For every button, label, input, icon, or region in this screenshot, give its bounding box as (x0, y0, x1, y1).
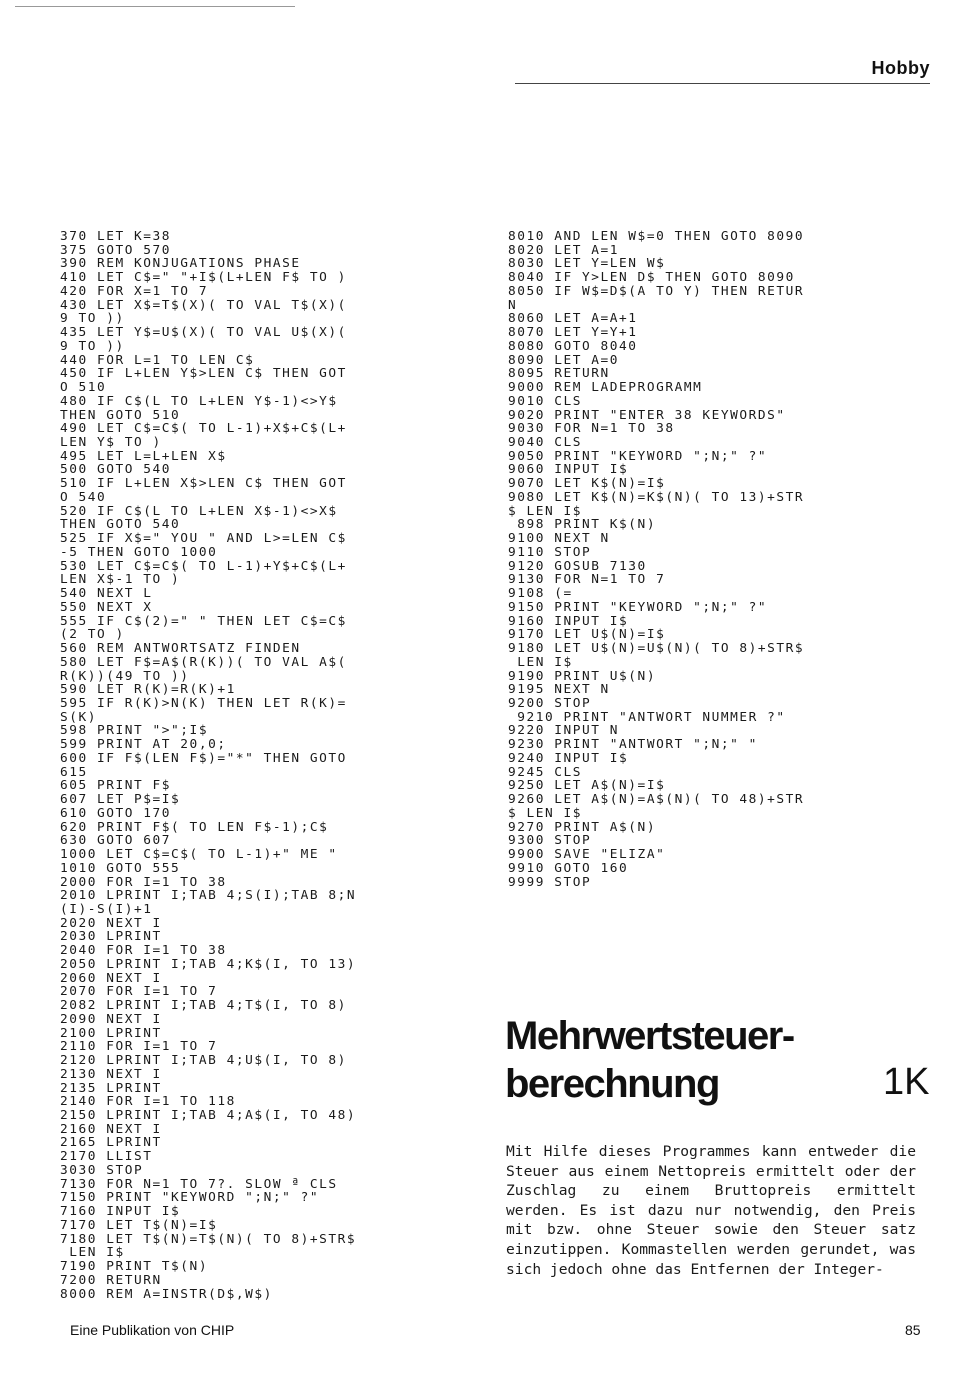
code-line: 2150 LPRINT I;TAB 4;A$(I, TO 48) (60, 1108, 357, 1123)
code-line: 2135 LPRINT (60, 1080, 162, 1096)
code-line: 9900 SAVE "ELIZA" (508, 847, 666, 863)
code-line: 9220 INPUT N (508, 723, 620, 739)
code-line: 590 LET R(K)=R(K)+1 (60, 682, 236, 698)
code-line: 390 REM KONJUGATIONS PHASE (60, 256, 301, 272)
code-line: 9230 PRINT "ANTWORT ";N;" " (508, 737, 758, 753)
code-line: 9180 LET U$(N)=U$(N)( TO 8)+STR$ (508, 641, 805, 657)
article-title-line-2: berechnung (505, 1062, 719, 1106)
code-line: 8010 AND LEN W$=0 THEN GOTO 8090 (508, 229, 805, 244)
code-line: 9060 INPUT I$ (508, 462, 629, 478)
code-line: 9245 CLS (508, 764, 583, 780)
code-line: 7150 PRINT "KEYWORD ";N;" ?" (60, 1190, 320, 1206)
code-line: 7160 INPUT I$ (60, 1204, 181, 1220)
code-line: LEN X$-1 TO ) (60, 572, 181, 588)
article-title (505, 1012, 794, 1108)
code-line: 9250 LET A$(N)=I$ (508, 778, 666, 794)
code-line: 8030 LET Y=LEN W$ (508, 256, 666, 272)
basic-listing-right (508, 230, 804, 889)
code-line: LEN Y$ TO ) (60, 435, 162, 451)
code-line: 560 REM ANTWORTSATZ FINDEN (60, 641, 301, 657)
code-line: 2170 LLIST (60, 1149, 153, 1165)
code-line: 9300 STOP (508, 833, 592, 849)
code-line: 2000 FOR I=1 TO 38 (60, 874, 227, 890)
code-line: 9200 STOP (508, 695, 592, 711)
header-rule (515, 83, 930, 84)
code-line: 598 PRINT ">";I$ (60, 723, 209, 739)
code-line: 9020 PRINT "ENTER 38 KEYWORDS" (508, 407, 786, 423)
code-line: 420 FOR X=1 TO 7 (60, 283, 209, 299)
code-line: 9050 PRINT "KEYWORD ";N;" ?" (508, 448, 768, 464)
code-line: 2040 FOR I=1 TO 38 (60, 943, 227, 959)
code-line: $ LEN I$ (508, 805, 583, 821)
code-line: 8040 IF Y>LEN D$ THEN GOTO 8090 (508, 270, 795, 286)
code-line: 9130 FOR N=1 TO 7 (508, 572, 666, 588)
code-line: 9080 LET K$(N)=K$(N)( TO 13)+STR (508, 489, 805, 505)
code-line: -5 THEN GOTO 1000 (60, 544, 218, 560)
code-line: 9010 CLS (508, 393, 583, 409)
code-line: 9040 CLS (508, 435, 583, 451)
code-line: 2140 FOR I=1 TO 118 (60, 1094, 236, 1110)
code-line: 9270 PRINT A$(N) (508, 819, 657, 835)
code-line: 605 PRINT F$ (60, 778, 172, 794)
code-line: 555 IF C$(2)=" " THEN LET C$=C$ (60, 613, 347, 629)
code-line: 8090 LET A=0 (508, 352, 620, 368)
code-line: THEN GOTO 540 (60, 517, 181, 533)
code-line: 7190 PRINT T$(N) (60, 1259, 209, 1275)
code-line: 8095 RETURN (508, 366, 610, 382)
basic-listing-left (60, 230, 356, 1301)
article-body: Mit Hilfe dieses Programmes kann entweder die Steuer aus einem Nettopreis ermittelt oder der Zuschlag zu einem Bruttopreis ermittelt werden. Es ist dazu nur notwendig, den Preis mit bzw. ohne Steuer sowie den Steuer satz einzutippen. Kommastellen werden gerundet, was sich jedoch ohne das Entfernen der Integer- (506, 1143, 916, 1278)
code-line: 9210 PRINT "ANTWORT NUMMER ?" (508, 709, 786, 725)
code-line: 8070 LET Y=Y+1 (508, 325, 638, 341)
code-line: 7170 LET T$(N)=I$ (60, 1217, 218, 1233)
code-line: 435 LET Y$=U$(X)( TO VAL U$(X)( (60, 325, 347, 341)
code-line: 630 GOTO 607 (60, 833, 172, 849)
code-line: 620 PRINT F$( TO LEN F$-1);C$ (60, 819, 329, 835)
code-line: (I)-S(I)+1 (60, 901, 153, 917)
code-line: 600 IF F$(LEN F$)="*" THEN GOTO (60, 750, 347, 766)
code-line: R(K))(49 TO )) (60, 668, 190, 684)
code-line: 9170 LET U$(N)=I$ (508, 627, 666, 643)
footer-publication: Eine Publikation von CHIP (70, 1322, 235, 1338)
article-title-line-1: Mehrwertsteuer- (505, 1014, 794, 1058)
code-line: 2100 LPRINT (60, 1025, 162, 1041)
code-line: 520 IF C$(L TO L+LEN X$-1)<>X$ (60, 503, 338, 519)
page-number: 85 (905, 1322, 921, 1338)
code-line: 450 IF L+LEN Y$>LEN C$ THEN GOT (60, 366, 347, 382)
code-line: 375 GOTO 570 (60, 242, 172, 258)
code-line: 7180 LET T$(N)=T$(N)( TO 8)+STR$ (60, 1231, 357, 1247)
code-line: 9120 GOSUB 7130 (508, 558, 647, 574)
code-line: 2110 FOR I=1 TO 7 (60, 1039, 218, 1055)
code-line: 7200 RETURN (60, 1272, 162, 1288)
code-line: 1010 GOTO 555 (60, 860, 181, 876)
code-line: 9100 NEXT N (508, 531, 610, 547)
code-line: 550 NEXT X (60, 599, 153, 615)
code-line: LEN I$ (508, 654, 573, 670)
code-line: 9 TO )) (60, 338, 125, 354)
code-line: 1000 LET C$=C$( TO L-1)+" ME " (60, 847, 338, 863)
code-line: 2070 FOR I=1 TO 7 (60, 984, 218, 1000)
code-line: 8060 LET A=A+1 (508, 311, 638, 327)
code-line: 7130 FOR N=1 TO 7?. SLOW ª CLS (60, 1176, 338, 1192)
code-line: 9195 NEXT N (508, 682, 610, 698)
code-line: 410 LET C$=" "+I$(L+LEN F$ TO ) (60, 270, 347, 286)
code-line: 9160 INPUT I$ (508, 613, 629, 629)
code-line: 2130 NEXT I (60, 1066, 162, 1082)
code-line: 2165 LPRINT (60, 1135, 162, 1151)
code-line: 8020 LET A=1 (508, 242, 620, 258)
code-line: 370 LET K=38 (60, 229, 172, 244)
code-line: N (508, 297, 518, 313)
code-line: 2010 LPRINT I;TAB 4;S(I);TAB 8;N (60, 888, 357, 904)
code-line: 3030 STOP (60, 1162, 144, 1178)
code-line: LEN I$ (60, 1245, 125, 1261)
code-line: 540 NEXT L (60, 586, 153, 602)
code-line: $ LEN I$ (508, 503, 583, 519)
code-line: 480 IF C$(L TO L+LEN Y$-1)<>Y$ (60, 393, 338, 409)
code-line: 510 IF L+LEN X$>LEN C$ THEN GOT (60, 476, 347, 492)
code-line: 9260 LET A$(N)=A$(N)( TO 48)+STR (508, 792, 805, 808)
code-line: 2082 LPRINT I;TAB 4;T$(I, TO 8) (60, 998, 347, 1014)
code-line: 530 LET C$=C$( TO L-1)+Y$+C$(L+ (60, 558, 347, 574)
memory-badge: 1K (883, 1061, 930, 1103)
code-line: 8050 IF W$=D$(A TO Y) THEN RETUR (508, 283, 805, 299)
code-line: (2 TO ) (60, 627, 125, 643)
code-line: 8080 GOTO 8040 (508, 338, 638, 354)
section-label: Hobby (871, 58, 930, 78)
code-line: 898 PRINT K$(N) (508, 517, 657, 533)
code-line: 580 LET F$=A$(R(K))( TO VAL A$( (60, 654, 347, 670)
code-line: 599 PRINT AT 20,0; (60, 737, 227, 753)
code-line: 607 LET P$=I$ (60, 792, 181, 808)
code-line: 490 LET C$=C$( TO L-1)+X$+C$(L+ (60, 421, 347, 437)
code-line: 2030 LPRINT (60, 929, 162, 945)
code-line: 9000 REM LADEPROGRAMM (508, 380, 703, 396)
code-line: 2120 LPRINT I;TAB 4;U$(I, TO 8) (60, 1053, 347, 1069)
code-line: 525 IF X$=" YOU " AND L>=LEN C$ (60, 531, 347, 547)
code-line: 495 LET L=L+LEN X$ (60, 448, 227, 464)
code-line: 9108 (= (508, 586, 573, 602)
code-line: 615 (60, 764, 88, 780)
top-rule (15, 6, 295, 7)
code-line: 9190 PRINT U$(N) (508, 668, 657, 684)
code-line: THEN GOTO 510 (60, 407, 181, 423)
code-line: 9999 STOP (508, 874, 592, 890)
code-line: O 510 (60, 380, 107, 396)
code-line: 9110 STOP (508, 544, 592, 560)
code-line: S(K) (60, 709, 98, 725)
code-line: 430 LET X$=T$(X)( TO VAL T$(X)( (60, 297, 347, 313)
code-line: 500 GOTO 540 (60, 462, 172, 478)
code-line: 610 GOTO 170 (60, 805, 172, 821)
code-line: 9 TO )) (60, 311, 125, 327)
code-line: 595 IF R(K)>N(K) THEN LET R(K)= (60, 695, 347, 711)
code-line: 9910 GOTO 160 (508, 860, 629, 876)
code-line: 8000 REM A=INSTR(D$,W$) (60, 1286, 273, 1302)
code-line: 2090 NEXT I (60, 1011, 162, 1027)
code-line: 2160 NEXT I (60, 1121, 162, 1137)
code-line: 2060 NEXT I (60, 970, 162, 986)
code-line: 9150 PRINT "KEYWORD ";N;" ?" (508, 599, 768, 615)
code-line: 2020 NEXT I (60, 915, 162, 931)
code-line: 9070 LET K$(N)=I$ (508, 476, 666, 492)
code-line: 9240 INPUT I$ (508, 750, 629, 766)
code-line: 440 FOR L=1 TO LEN C$ (60, 352, 255, 368)
code-line: 2050 LPRINT I;TAB 4;K$(I, TO 13) (60, 956, 357, 972)
code-line: O 540 (60, 489, 107, 505)
code-line: 9030 FOR N=1 TO 38 (508, 421, 675, 437)
